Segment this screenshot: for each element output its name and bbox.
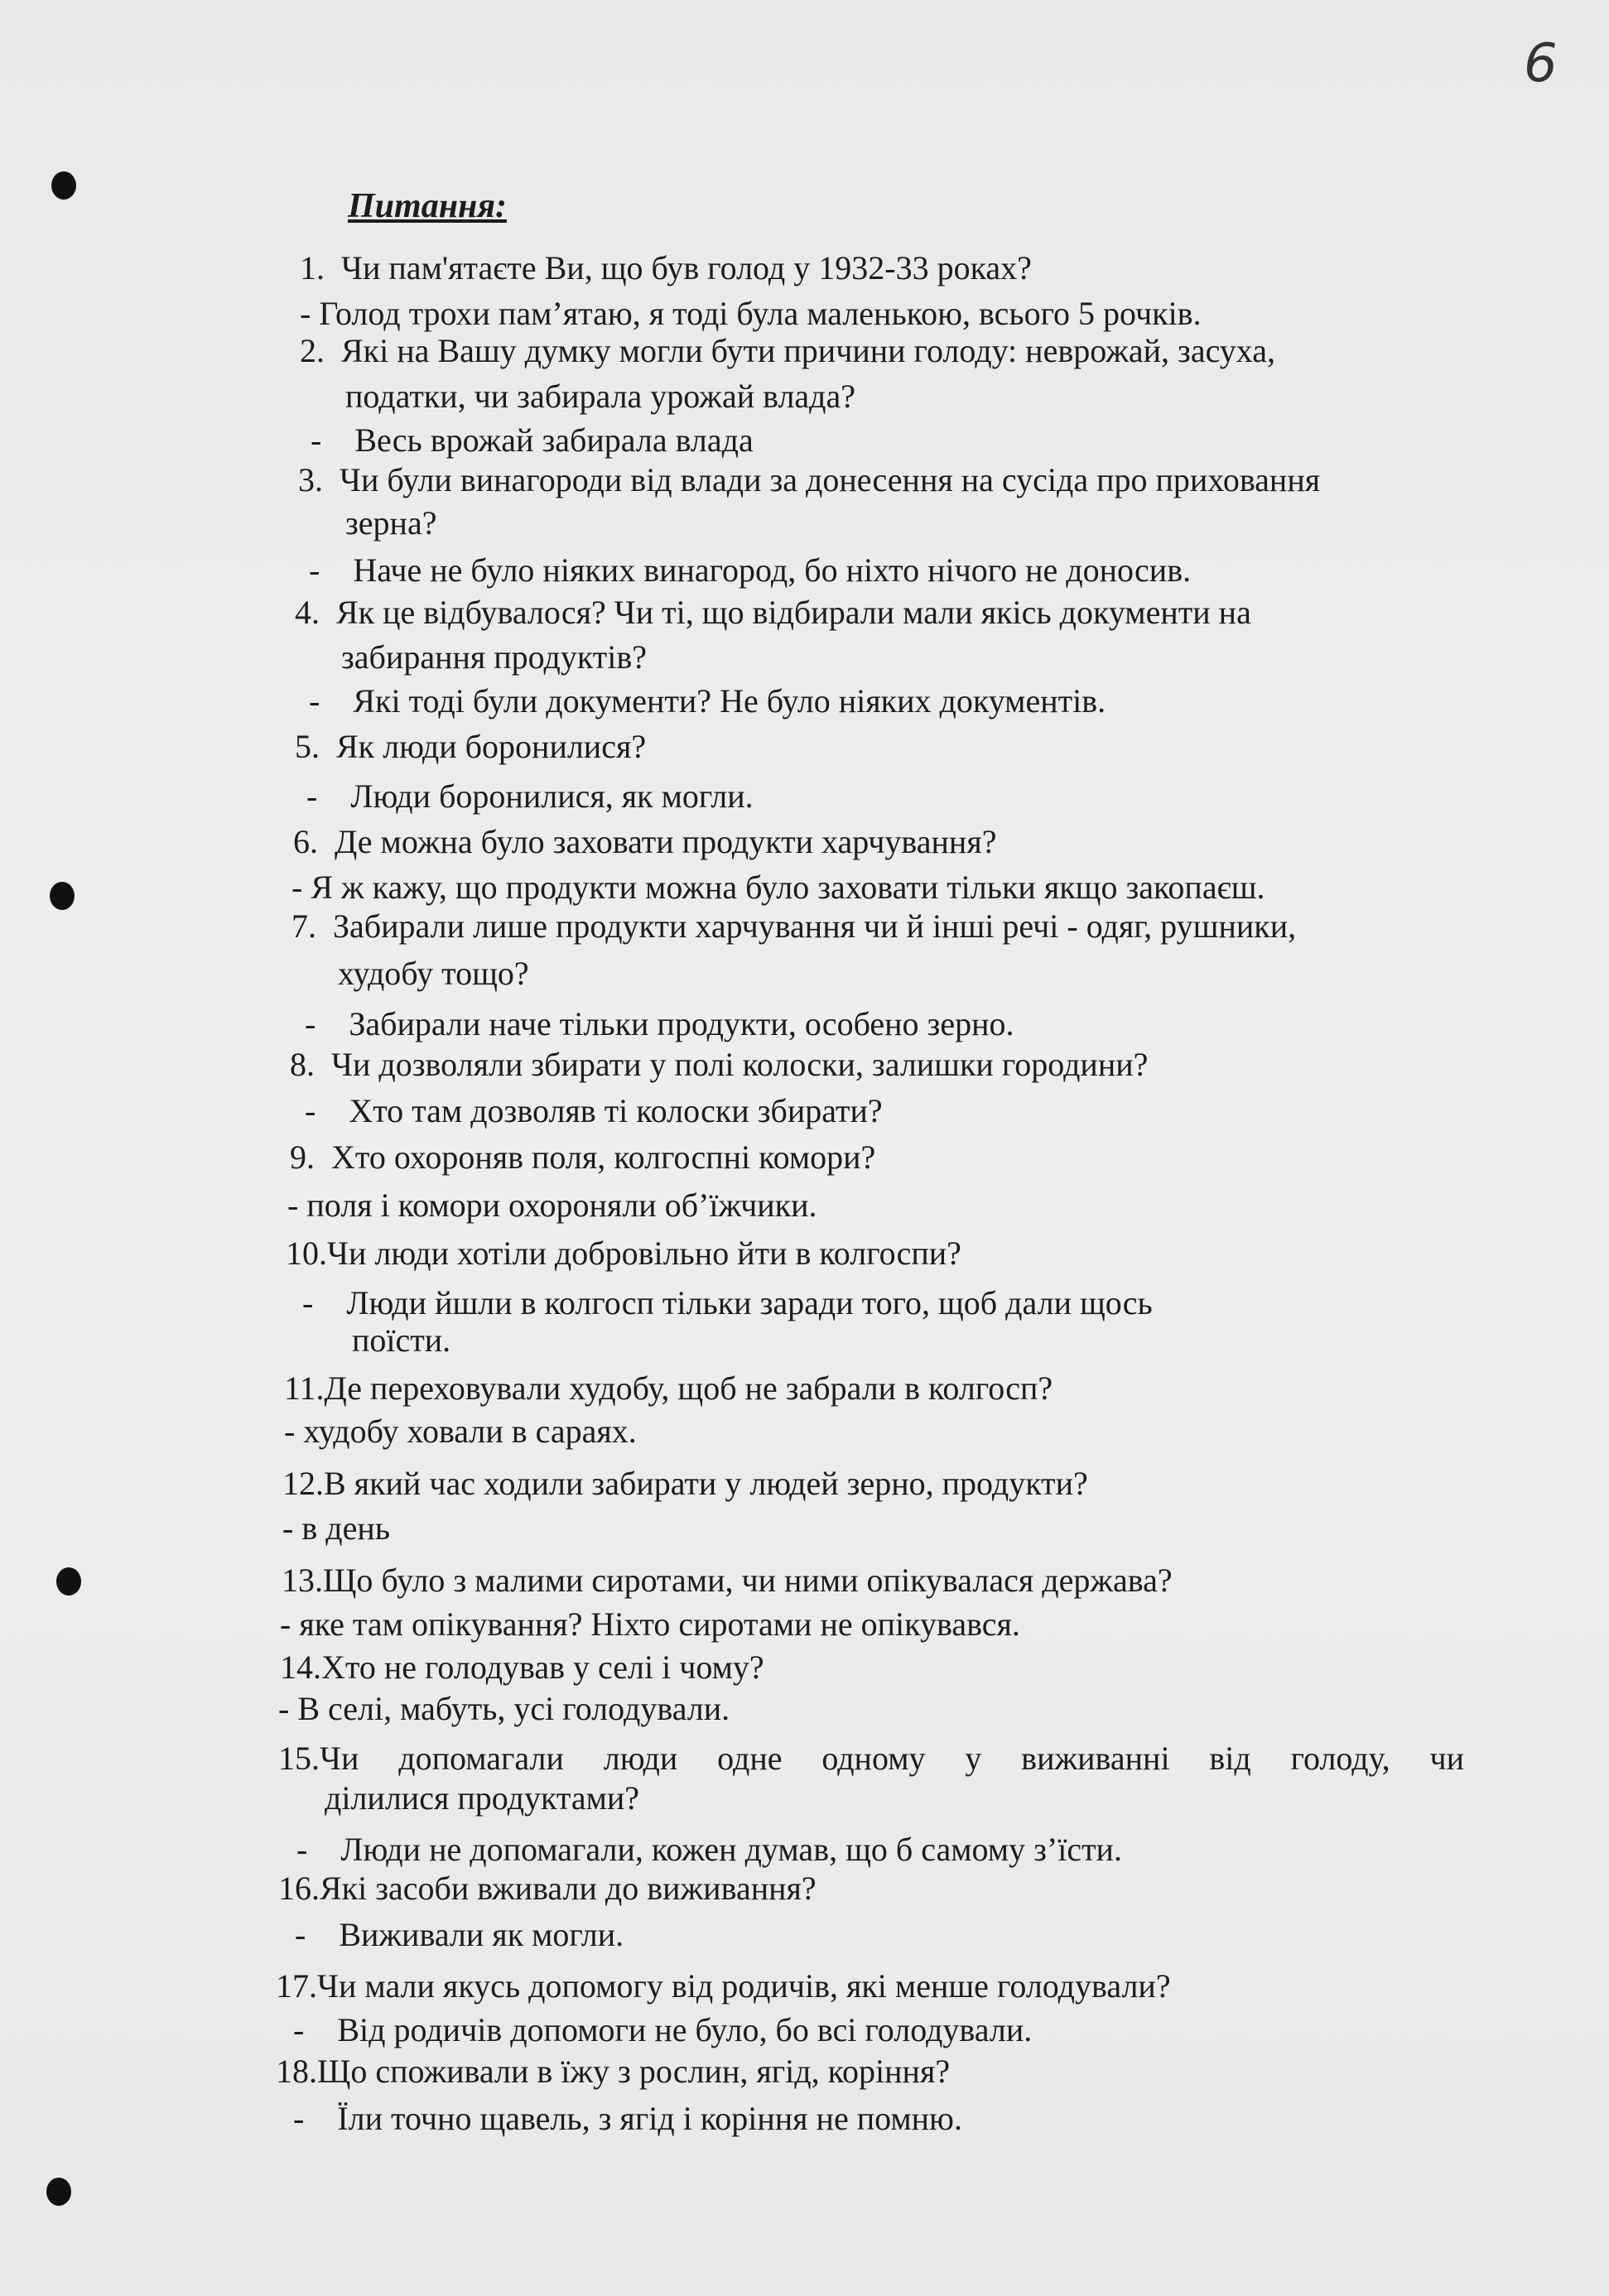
- question: 3. Чи були винагороди від влади за донесення на сусіда про приховання: [298, 461, 1321, 498]
- question-continuation: худобу тощо?: [338, 955, 529, 992]
- question: 15.Чи допомагали люди одне одному у виживанні від голоду, чи: [278, 1740, 1464, 1777]
- answer: - Хто там дозволяв ті колоски збирати?: [305, 1092, 883, 1129]
- answer: - Люди боронилися, як могли.: [306, 777, 754, 815]
- question: 17.Чи мали якусь допомогу від родичів, які менше голодували?: [276, 1967, 1171, 2005]
- question: 11.Де переховували худобу, щоб не забрали в колгосп?: [284, 1369, 1053, 1407]
- question: 9. Хто охороняв поля, колгоспні комори?: [290, 1138, 876, 1176]
- question-continuation: ділилися продуктами?: [325, 1779, 640, 1817]
- question: 10.Чи люди хотіли добровільно йти в колгоспи?: [286, 1235, 961, 1272]
- question: 2. Які на Вашу думку могли бути причини голоду: неврожай, засуха,: [300, 332, 1276, 369]
- answer: - Наче не було ніяких винагород, бо ніхто нічого не доносив.: [309, 551, 1192, 589]
- punch-hole: [50, 882, 75, 910]
- question-continuation: податки, чи забирала урожай влада?: [345, 378, 856, 415]
- punch-hole: [51, 171, 76, 200]
- question: 14.Хто не голодував у селі і чому?: [280, 1649, 764, 1686]
- answer: - Виживали як могли.: [295, 1916, 624, 1953]
- question: 7. Забирали лише продукти харчування чи й інші речі - одяг, рушники,: [291, 907, 1297, 945]
- question-continuation: забирання продуктів?: [341, 638, 648, 676]
- answer: - в день: [282, 1509, 390, 1547]
- answer: - В селі, мабуть, усі голодували.: [278, 1690, 730, 1727]
- question-continuation: зерна?: [345, 504, 437, 542]
- answer-continuation: поїсти.: [352, 1321, 451, 1359]
- question: 18.Що споживали в їжу з рослин, ягід, коріння?: [276, 2053, 951, 2090]
- answer: - яке там опікування? Ніхто сиротами не опікувався.: [280, 1605, 1020, 1643]
- question: 12.В який час ходили забирати у людей зерно, продукти?: [282, 1465, 1088, 1502]
- answer: - Їли точно щавель, з ягід і коріння не помню.: [293, 2100, 962, 2137]
- question: 1. Чи пам'ятаєте Ви, що був голод у 1932-33 роках?: [300, 249, 1032, 286]
- page-title: Питання:: [348, 187, 507, 225]
- answer: - Від родичів допомоги не було, бо всі голодували.: [293, 2011, 1033, 2048]
- question: 16.Які засоби вживали до виживання?: [278, 1870, 817, 1907]
- question: 4. Як це відбувалося? Чи ті, що відбирали мали якісь документи на: [295, 594, 1251, 631]
- answer: - Весь врожай забирала влада: [311, 421, 754, 459]
- answer: - Люди не допомагали, кожен думав, що б самому з’їсти.: [296, 1831, 1122, 1868]
- answer: - Які тоді були документи? Не було ніяких документів.: [309, 682, 1106, 720]
- answer: - Голод трохи пам’ятаю, я тоді була маленькою, всього 5 рочків.: [300, 295, 1202, 332]
- punch-hole: [46, 2178, 71, 2206]
- page-number: 6: [1524, 33, 1558, 94]
- answer: - Забирали наче тільки продукти, особено зерно.: [305, 1005, 1014, 1042]
- answer: - худобу ховали в сараях.: [284, 1413, 637, 1450]
- answer: - Люди йшли в колгосп тільки заради того, щоб дали щось: [302, 1284, 1153, 1321]
- question: 6. Де можна було заховати продукти харчування?: [293, 823, 997, 860]
- punch-hole: [56, 1567, 81, 1596]
- question: 5. Як люди боронилися?: [295, 728, 647, 765]
- question: 8. Чи дозволяли збирати у полі колоски, залишки городини?: [290, 1046, 1149, 1083]
- question: 13.Що було з малими сиротами, чи ними опікувалася держава?: [282, 1562, 1173, 1599]
- answer: - поля і комори охороняли об’їжчики.: [287, 1187, 817, 1224]
- answer: - Я ж кажу, що продукти можна було заховати тільки якщо закопаєш.: [291, 869, 1265, 906]
